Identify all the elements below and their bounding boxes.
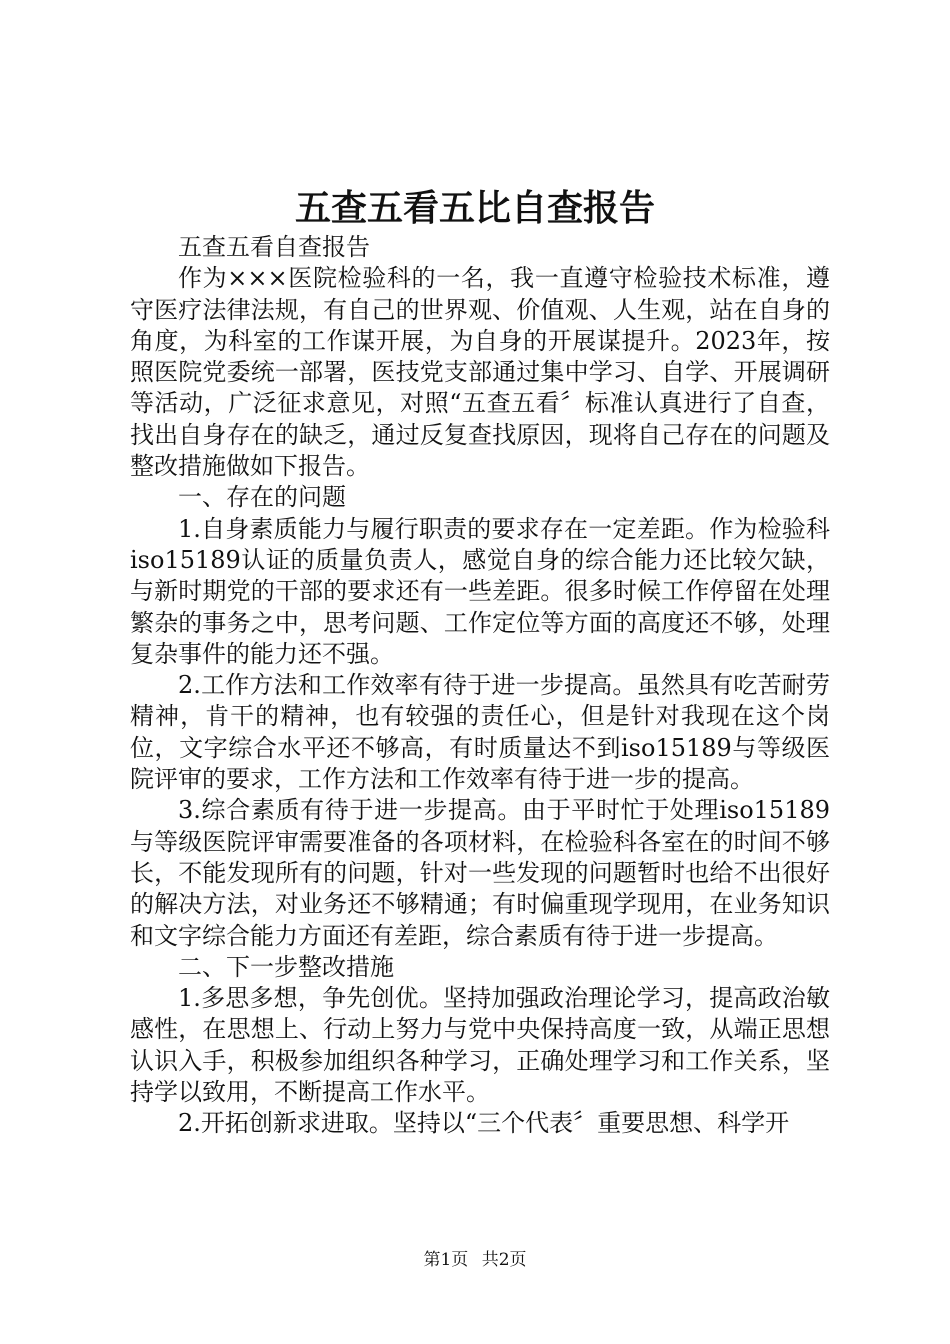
problem-paragraph-2: 2.工作方法和工作效率有待于进一步提高。虽然具有吃苦耐劳精神，肯干的精神，也有较强的责任心，但是针对我现在这个岗位，文字综合水平还不够高，有时质量达不到iso15189与等级医院评审的要求，工作方法和工作效率有待于进一步的提高。 xyxy=(130,671,830,794)
intro-paragraph: 作为×××医院检验科的一名，我一直遵守检验技术标准，遵守医疗法律法规，有自己的世界观、价值观、人生观，站在自身的角度，为科室的工作谋开展，为自身的开展谋提升。2023年，按照医院党委统一部署，医技党支部通过集中学习、自学、开展调研等活动，广泛征求意见，对照“五查五看〞标准认真进行了自查，找出自身存在的缺乏，通过反复查找原因，现将自己存在的问题及整改措施做如下报告。 xyxy=(130,264,830,481)
page-total: 共2页 xyxy=(481,1250,527,1270)
measure-paragraph-1: 1.多思多想，争先创优。坚持加强政治理论学习，提高政治敏感性，在思想上、行动上努力与党中央保持高度一致，从端正思想认识入手，积极参加组织各种学习，正确处理学习和工作关系，坚持学以致用，不断提高工作水平。 xyxy=(130,984,830,1107)
problem-paragraph-3: 3.综合素质有待于进一步提高。由于平时忙于处理iso15189与等级医院评审需要准备的各项材料，在检验科各室在的时间不够长，不能发现所有的问题，针对一些发现的问题暂时也给不出很好的解决方法，对业务还不够精通；有时偏重现学现用，在业务知识和文字综合能力方面还有差距，综合素质有待于进一步提高。 xyxy=(130,796,830,950)
measure-paragraph-2: 2.开拓创新求进取。坚持以“三个代表〞重要思想、科学开 xyxy=(178,1109,790,1138)
section-heading-measures: 二、下一步整改措施 xyxy=(178,952,394,981)
section-heading-problems: 一、存在的问题 xyxy=(178,483,346,512)
problem-paragraph-1: 1.自身素质能力与履行职责的要求存在一定差距。作为检验科iso15189认证的质量负责人，感觉自身的综合能力还比较欠缺，与新时期党的干部的要求还有一些差距。很多时候工作停留在处理繁杂的事务之中，思考问题、工作定位等方面的高度还不够，处理复杂事件的能力还不强。 xyxy=(130,514,830,668)
document-body xyxy=(130,232,830,1140)
subtitle-paragraph: 五查五看自查报告 xyxy=(178,233,370,261)
page-number: 第1页 xyxy=(423,1250,469,1270)
document-title: 五查五看五比自查报告 xyxy=(294,187,655,229)
page-footer xyxy=(0,1245,950,1270)
